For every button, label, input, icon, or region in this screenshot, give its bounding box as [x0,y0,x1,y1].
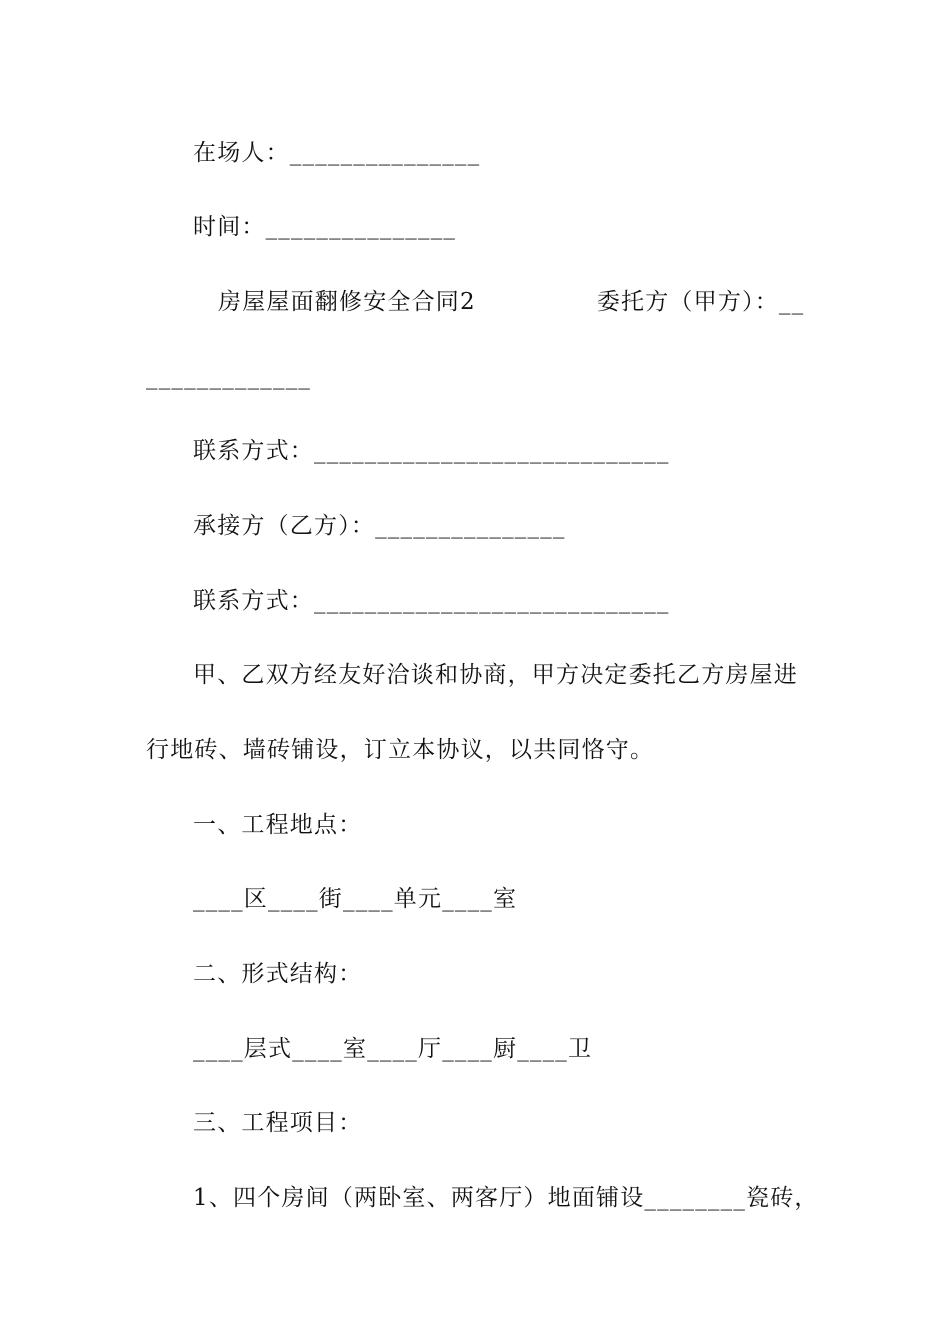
contract-title-client-line: 房屋屋面翻修安全合同2 委托方（甲方）：__ [218,289,805,315]
section-2-heading: 二、形式结构： [193,961,363,987]
present-person-line: 在场人：_______________ [193,140,481,166]
contractor-line: 承接方（乙方）：_______________ [193,513,566,539]
time-line: 时间：_______________ [193,214,457,240]
client-blank-continuation: _____________ [146,364,312,390]
section-2-structure-line: ____层式____室____厅____厨____卫 [193,1036,593,1062]
agreement-intro-line-2: 行地砖、墙砖铺设，订立本协议，以共同恪守。 [146,737,655,763]
section-3-item-1: 1、四个房间（两卧室、两客厅）地面铺设________瓷砖， [193,1185,819,1211]
contractor-contact-line: 联系方式：____________________________ [193,588,670,614]
section-3-heading: 三、工程项目： [193,1110,363,1136]
section-1-address-line: ____区____街____单元____室 [193,886,518,912]
section-1-heading: 一、工程地点： [193,812,363,838]
client-contact-line: 联系方式：____________________________ [193,438,670,464]
agreement-intro-line-1: 甲、乙双方经友好洽谈和协商，甲方决定委托乙方房屋进 [193,662,798,688]
